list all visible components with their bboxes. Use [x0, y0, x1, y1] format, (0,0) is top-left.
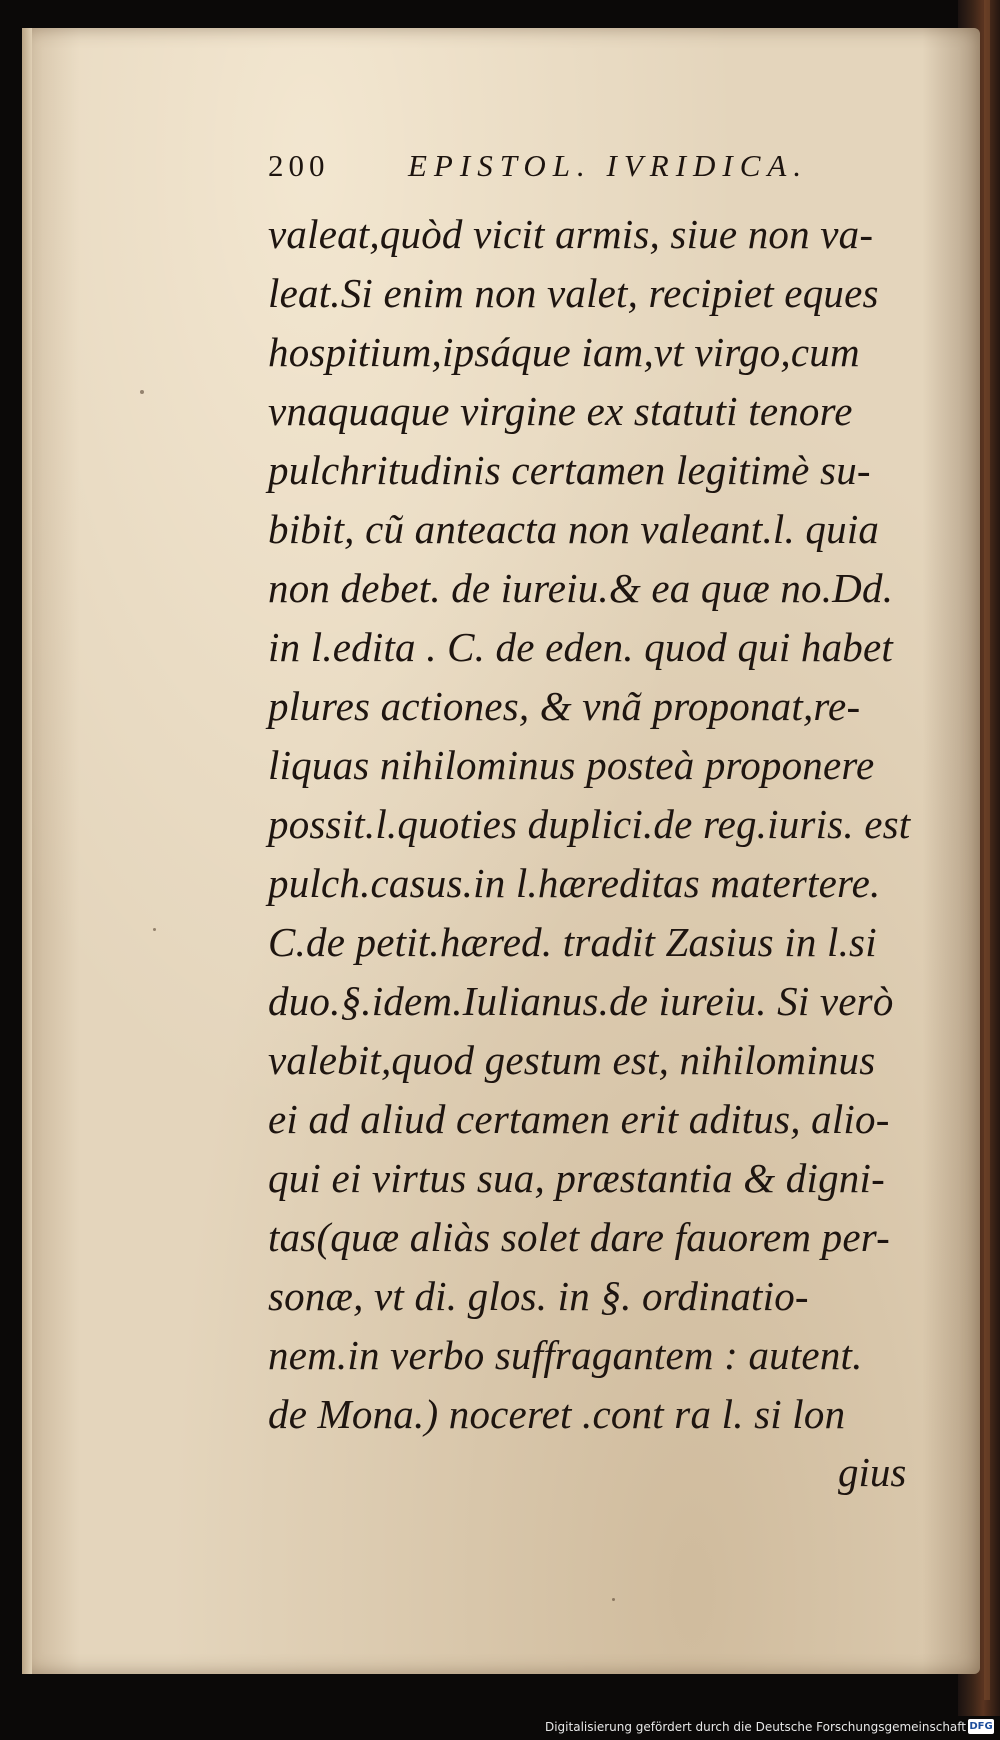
spine-edge: [984, 0, 990, 1700]
page-header: [268, 148, 888, 194]
text-line: leat.Si enim non valet, recipiet eques: [268, 270, 879, 316]
text-line: nem.in verbo suffragantem : autent.: [268, 1332, 863, 1378]
text-line: plures actiones, & vnã proponat,re-: [268, 683, 861, 729]
body-text: [268, 205, 938, 1444]
text-line: valeat,quòd vicit armis, siue non va-: [268, 211, 874, 257]
text-line: non debet. de iureiu.& ea quæ no.Dd.: [268, 565, 894, 611]
text-line: pulchritudinis certamen legitimè su-: [268, 447, 871, 493]
text-line: ei ad aliud certamen erit aditus, alio-: [268, 1096, 890, 1142]
paper-speck: [153, 928, 156, 931]
catchword: gius: [838, 1449, 907, 1495]
page-edge: [22, 28, 32, 1674]
text-line: tas(quæ aliàs solet dare fauorem per-: [268, 1214, 890, 1260]
text-line: in l.edita . C. de eden. quod qui habet: [268, 624, 893, 670]
text-line: de Mona.) noceret .cont ra l. si lon: [268, 1391, 846, 1437]
text-line: liquas nihilominus posteà proponere: [268, 742, 875, 788]
text-line: valebit,quod gestum est, nihilominus: [268, 1037, 876, 1083]
dfg-logo: DFG: [969, 1721, 993, 1732]
text-line: sonæ, vt di. glos. in §. ordinatio-: [268, 1273, 809, 1319]
funding-credit: Digitalisierung gefördert durch die Deutsche Forschungsgemeinschaft: [544, 1720, 966, 1734]
text-line: hospitium,ipsáque iam,vt virgo,cum: [268, 329, 860, 375]
text-line: possit.l.quoties duplici.de reg.iuris. est: [268, 801, 911, 847]
text-line: pulch.casus.in l.hæreditas matertere.: [268, 860, 881, 906]
running-title: EPISTOL. IVRIDICA.: [408, 148, 809, 183]
text-line: duo.§.idem.Iulianus.de iureiu. Si verò: [268, 978, 894, 1024]
text-line: qui ei virtus sua, præstantia & digni-: [268, 1155, 885, 1201]
paper-speck: [140, 390, 144, 394]
paper-speck: [612, 1598, 615, 1601]
text-line: bibit, cũ anteacta non valeant.l. quia: [268, 506, 880, 552]
text-line: C.de petit.hæred. tradit Zasius in l.si: [268, 919, 877, 965]
page-number: 200: [268, 148, 330, 183]
text-line: vnaquaque virgine ex statuti tenore: [268, 388, 853, 434]
